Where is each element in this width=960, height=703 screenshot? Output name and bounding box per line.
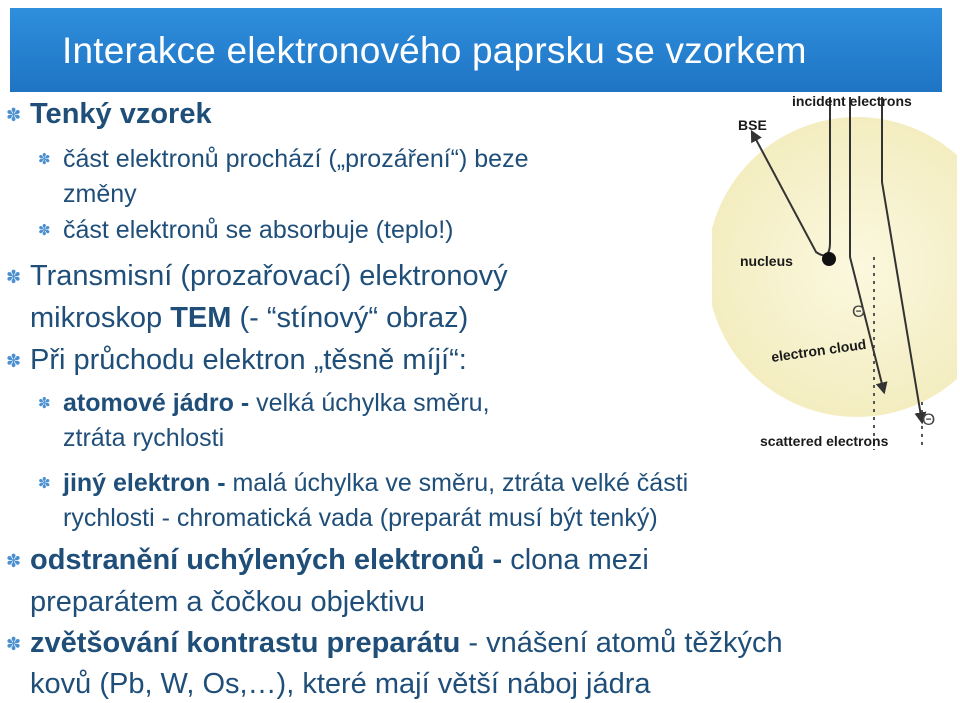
bullet-star-icon: ✽ (6, 351, 22, 371)
contrast-rest: - vnášení atomů těžkých (460, 627, 783, 659)
bse-label: BSE (738, 117, 767, 133)
sub-bullet-star-icon: ✽ (38, 222, 51, 239)
theta-label-1: Θ (852, 302, 866, 321)
sub-bullet-star-icon: ✽ (38, 475, 51, 492)
nucleus-rest: velká úchylka směru, (256, 389, 490, 417)
nucleus-bold: atomové jádro - (63, 389, 257, 417)
bullet-passage: Při průchodu elektron „těsně míjí“: (30, 344, 467, 376)
bullet-tem-l1: Transmisní (prozařovací) elektronový (30, 260, 508, 292)
bullet-absorption: část elektronů se absorbuje (teplo!) (63, 216, 454, 244)
nucleus-label: nucleus (740, 253, 793, 269)
bullet-electron-l1 (63, 471, 688, 496)
bullet-star-icon: ✽ (6, 551, 22, 571)
nucleus-dot (822, 252, 836, 266)
sub-bullet-star-icon: ✽ (38, 395, 51, 412)
tem-abbrev: TEM (170, 302, 232, 334)
scattering-svg (712, 92, 957, 450)
scattered-label: scattered electrons (760, 433, 889, 449)
tem-text-a: mikroskop (30, 302, 171, 334)
aperture-rest: clona mezi (510, 544, 649, 576)
bullet-pass-through-l1: část elektronů prochází („prozáření“) beze (63, 145, 529, 173)
bullet-star-icon: ✽ (6, 105, 22, 125)
bullet-thin-sample: Tenký vzorek (30, 98, 212, 130)
electron-scattering-diagram (712, 92, 957, 450)
electron-cloud-label: electron cloud (770, 335, 868, 365)
incident-label: incident electrons (792, 93, 912, 109)
electron-rest: malá úchylka ve směru, ztráta velké části (232, 469, 689, 497)
theta-label-2: Θ (922, 410, 936, 429)
bullet-electron-l2: rychlosti - chromatická vada (preparát musí být tenký) (63, 504, 658, 532)
bullet-nucleus-l1 (63, 391, 490, 416)
bullet-contrast-l2: kovů (Pb, W, Os,…), které mají větší náboj jádra (30, 668, 651, 700)
electron-bold: jiný elektron - (63, 469, 233, 497)
bullet-star-icon: ✽ (6, 634, 22, 654)
tem-text-c: (- “stínový“ obraz) (231, 302, 469, 334)
bullet-aperture-l1 (30, 546, 649, 575)
bullet-pass-through-l2: změny (63, 180, 137, 208)
bullet-tem-l2 (30, 304, 468, 333)
aperture-bold: odstranění uchýlených elektronů - (30, 544, 511, 576)
bullet-nucleus-l2: ztráta rychlosti (63, 424, 225, 452)
bullet-contrast-l1 (30, 629, 783, 658)
bullet-star-icon: ✽ (6, 267, 22, 287)
bullet-aperture-l2: preparátem a čočkou objektivu (30, 586, 425, 618)
slide-title: Interakce elektronového paprsku se vzorkem (62, 30, 807, 71)
sub-bullet-star-icon: ✽ (38, 151, 51, 168)
contrast-bold: zvětšování kontrastu preparátu (30, 627, 461, 659)
